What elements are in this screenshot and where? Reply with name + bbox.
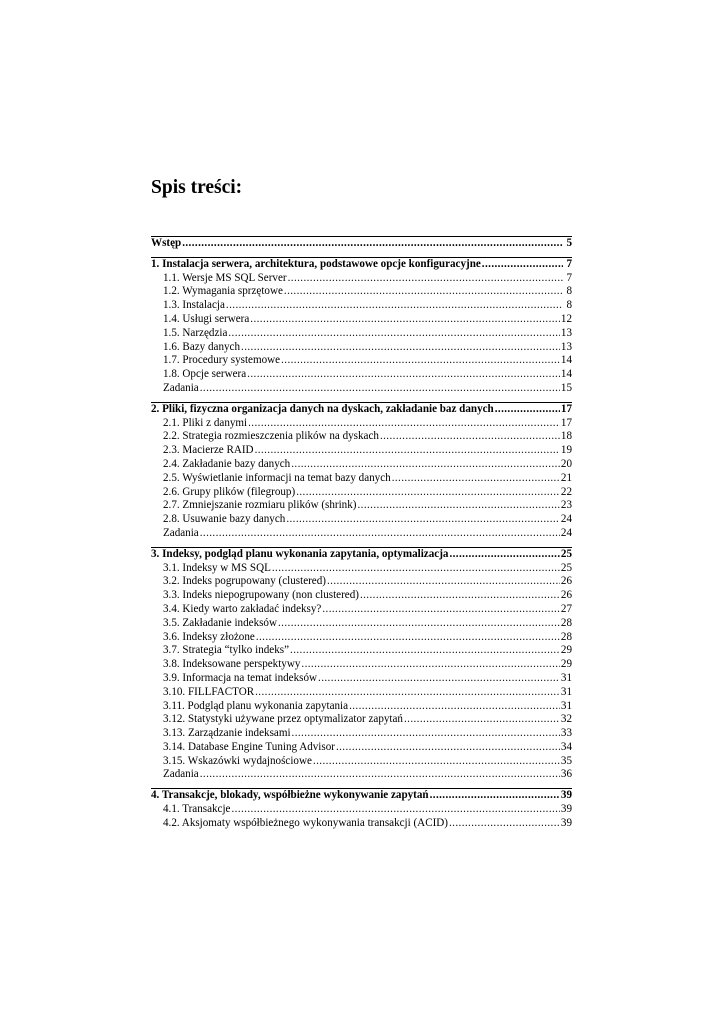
toc-page-number: 24 bbox=[560, 526, 572, 539]
toc-entry-title: 2.6. Grupy plików (filegroup) bbox=[163, 485, 296, 498]
toc-page-number: 7 bbox=[566, 257, 572, 270]
toc-subsection-entry bbox=[151, 382, 572, 396]
toc-subsection-entry bbox=[151, 817, 572, 831]
toc-entry-title: 2.1. Pliki z danymi bbox=[163, 416, 248, 429]
toc-subsection-entry bbox=[151, 603, 572, 617]
toc-entry-title: 1.2. Wymagania sprzętowe bbox=[163, 285, 283, 298]
toc-chapter-entry bbox=[151, 403, 572, 417]
toc-entry-title: 3.14. Database Engine Tuning Advisor bbox=[163, 740, 335, 753]
toc-subsection-entry bbox=[151, 299, 572, 313]
toc-entry-title: 3.15. Wskazówki wydajnościowe bbox=[163, 754, 312, 767]
toc-section bbox=[151, 236, 572, 251]
toc-page-number: 5 bbox=[566, 237, 572, 249]
toc-entry-title: Zadania bbox=[163, 381, 199, 394]
table-of-contents bbox=[151, 236, 572, 831]
toc-subsection-entry bbox=[151, 430, 572, 444]
toc-leader-dots bbox=[301, 658, 560, 672]
toc-leader-dots bbox=[248, 417, 560, 431]
toc-entry-title: 3.5. Zakładanie indeksów bbox=[163, 616, 277, 629]
toc-page-number: 33 bbox=[560, 727, 572, 740]
toc-entry-title: 2.8. Usuwanie bazy danych bbox=[163, 513, 286, 526]
toc-page-number: 25 bbox=[560, 561, 572, 574]
toc-chapter-entry bbox=[151, 548, 572, 562]
toc-leader-dots bbox=[404, 713, 560, 727]
toc-page-number: 14 bbox=[560, 354, 572, 367]
toc-entry-title: 2.4. Zakładanie bazy danych bbox=[163, 457, 291, 470]
toc-subsection-entry bbox=[151, 700, 572, 714]
toc-entry-title: 3.10. FILLFACTOR bbox=[163, 685, 255, 698]
toc-leader-dots bbox=[360, 589, 560, 603]
toc-subsection-entry bbox=[151, 713, 572, 727]
toc-entry-title: 2.3. Macierze RAID bbox=[163, 444, 254, 457]
toc-leader-dots bbox=[247, 368, 560, 382]
toc-subsection-entry bbox=[151, 499, 572, 513]
toc-entry-title: 4.2. Aksjomaty współbieżnego wykonywania transakcji (ACID) bbox=[163, 816, 448, 829]
toc-page-number: 34 bbox=[560, 740, 572, 753]
toc-page-number: 32 bbox=[560, 713, 572, 726]
toc-page-number: 28 bbox=[560, 616, 572, 629]
toc-leader-dots bbox=[226, 299, 563, 313]
toc-entry-title: 1.8. Opcje serwera bbox=[163, 368, 247, 381]
toc-entry-title: 4. Transakcje, blokady, współbieżne wykonywanie zapytań bbox=[151, 789, 429, 802]
toc-subsection-entry bbox=[151, 417, 572, 431]
toc-subsection-entry bbox=[151, 313, 572, 327]
toc-subsection-entry bbox=[151, 354, 572, 368]
toc-leader-dots bbox=[482, 258, 563, 272]
toc-subsection-entry bbox=[151, 341, 572, 355]
toc-page-number: 17 bbox=[560, 402, 572, 415]
toc-entry-title: 3.6. Indeksy złożone bbox=[163, 630, 255, 643]
toc-subsection-entry bbox=[151, 727, 572, 741]
toc-subsection-entry bbox=[151, 327, 572, 341]
toc-page-number: 13 bbox=[560, 340, 572, 353]
toc-page-number: 8 bbox=[566, 285, 572, 298]
toc-leader-dots bbox=[284, 285, 563, 299]
toc-section bbox=[151, 257, 572, 396]
toc-subsection-entry bbox=[151, 589, 572, 603]
toc-entry-title: Zadania bbox=[163, 526, 199, 539]
toc-page-number: 28 bbox=[560, 630, 572, 643]
toc-chapter-entry bbox=[151, 789, 572, 803]
toc-leader-dots bbox=[288, 272, 563, 286]
toc-page-number: 26 bbox=[560, 589, 572, 602]
toc-leader-dots bbox=[200, 527, 560, 541]
toc-title: Spis treści: bbox=[151, 177, 243, 198]
toc-leader-dots bbox=[357, 499, 559, 513]
toc-leader-dots bbox=[278, 617, 560, 631]
toc-leader-dots bbox=[255, 686, 560, 700]
toc-subsection-entry bbox=[151, 644, 572, 658]
toc-subsection-entry bbox=[151, 513, 572, 527]
toc-subsection-entry bbox=[151, 285, 572, 299]
toc-page-number: 39 bbox=[560, 789, 572, 802]
toc-page-number: 21 bbox=[560, 471, 572, 484]
toc-leader-dots bbox=[318, 672, 560, 686]
toc-page-number: 36 bbox=[560, 768, 572, 781]
toc-entry-title: 3.2. Indeks pogrupowany (clustered) bbox=[163, 575, 326, 588]
toc-leader-dots bbox=[392, 472, 560, 486]
toc-entry-title: 1.4. Usługi serwera bbox=[163, 312, 250, 325]
toc-page-number: 24 bbox=[560, 513, 572, 526]
toc-leader-dots bbox=[495, 403, 560, 417]
toc-leader-dots bbox=[430, 789, 560, 803]
toc-page-number: 29 bbox=[560, 644, 572, 657]
toc-leader-dots bbox=[296, 486, 560, 500]
toc-entry-title: 3.12. Statystyki używane przez optymalizator zapytań bbox=[163, 713, 403, 726]
toc-subsection-entry bbox=[151, 472, 572, 486]
toc-leader-dots bbox=[449, 817, 560, 831]
toc-leader-dots bbox=[281, 354, 560, 368]
toc-subsection-entry bbox=[151, 768, 572, 782]
toc-subsection-entry bbox=[151, 631, 572, 645]
toc-page-number: 26 bbox=[560, 575, 572, 588]
toc-entry-title: 3.3. Indeks niepogrupowany (non clustered) bbox=[163, 589, 359, 602]
toc-leader-dots bbox=[322, 603, 560, 617]
toc-subsection-entry bbox=[151, 803, 572, 817]
toc-page-number: 8 bbox=[566, 299, 572, 312]
toc-entry-title: 1. Instalacja serwera, architektura, podstawowe opcje konfiguracyjne bbox=[151, 257, 481, 270]
toc-entry-title: 4.1. Transakcje bbox=[163, 803, 231, 816]
toc-subsection-entry bbox=[151, 686, 572, 700]
toc-subsection-entry bbox=[151, 562, 572, 576]
toc-leader-dots bbox=[336, 741, 560, 755]
toc-page-number: 31 bbox=[560, 671, 572, 684]
toc-leader-dots bbox=[313, 755, 560, 769]
toc-page-number: 22 bbox=[560, 485, 572, 498]
toc-entry-title: 2.2. Strategia rozmieszczenia plików na dyskach bbox=[163, 430, 379, 443]
toc-leader-dots bbox=[286, 513, 560, 527]
toc-leader-dots bbox=[290, 644, 560, 658]
toc-page-number: 20 bbox=[560, 457, 572, 470]
toc-entry-title: 3.1. Indeksy w MS SQL bbox=[163, 561, 271, 574]
toc-entry-title: 3.13. Zarządzanie indeksami bbox=[163, 727, 291, 740]
toc-subsection-entry bbox=[151, 458, 572, 472]
toc-entry-title: 1.1. Wersje MS SQL Server bbox=[163, 271, 287, 284]
toc-leader-dots bbox=[449, 548, 559, 562]
toc-leader-dots bbox=[182, 237, 563, 251]
toc-leader-dots bbox=[380, 430, 560, 444]
toc-leader-dots bbox=[327, 575, 560, 589]
toc-page-number: 7 bbox=[566, 271, 572, 284]
toc-leader-dots bbox=[255, 444, 560, 458]
toc-entry-title: 2.7. Zmniejszanie rozmiaru plików (shrink) bbox=[163, 499, 357, 512]
toc-chapter-entry bbox=[151, 237, 572, 251]
toc-page-number: 29 bbox=[560, 658, 572, 671]
toc-leader-dots bbox=[256, 631, 560, 645]
toc-subsection-entry bbox=[151, 368, 572, 382]
toc-page-number: 39 bbox=[560, 816, 572, 829]
toc-entry-title: 1.5. Narzędzia bbox=[163, 326, 228, 339]
toc-section bbox=[151, 402, 572, 541]
toc-subsection-entry bbox=[151, 741, 572, 755]
toc-subsection-entry bbox=[151, 575, 572, 589]
toc-leader-dots bbox=[291, 458, 560, 472]
toc-entry-title: 3.8. Indeksowane perspektywy bbox=[163, 658, 301, 671]
toc-entry-title: 3.4. Kiedy warto zakładać indeksy? bbox=[163, 602, 322, 615]
toc-subsection-entry bbox=[151, 272, 572, 286]
toc-page-number: 13 bbox=[560, 326, 572, 339]
toc-entry-title: 3. Indeksy, podgląd planu wykonania zapytania, optymalizacja bbox=[151, 547, 449, 560]
toc-page-number: 19 bbox=[560, 444, 572, 457]
toc-page-number: 23 bbox=[560, 499, 572, 512]
toc-entry-title: 2. Pliki, fizyczna organizacja danych na dyskach, zakładanie baz danych bbox=[151, 402, 494, 415]
toc-leader-dots bbox=[250, 313, 560, 327]
toc-leader-dots bbox=[231, 803, 559, 817]
toc-section bbox=[151, 788, 572, 830]
toc-page-number: 25 bbox=[560, 547, 572, 560]
toc-entry-title: 2.5. Wyświetlanie informacji na temat bazy danych bbox=[163, 471, 391, 484]
toc-page-number: 17 bbox=[560, 416, 572, 429]
toc-entry-title: 3.7. Strategia “tylko indeks” bbox=[163, 644, 290, 657]
toc-subsection-entry bbox=[151, 658, 572, 672]
toc-entry-title: 1.3. Instalacja bbox=[163, 299, 225, 312]
toc-page-number: 15 bbox=[560, 381, 572, 394]
toc-entry-title: 1.6. Bazy danych bbox=[163, 340, 241, 353]
toc-subsection-entry bbox=[151, 486, 572, 500]
toc-leader-dots bbox=[228, 327, 560, 341]
toc-leader-dots bbox=[200, 768, 560, 782]
toc-subsection-entry bbox=[151, 672, 572, 686]
toc-leader-dots bbox=[200, 382, 560, 396]
toc-subsection-entry bbox=[151, 617, 572, 631]
toc-page-number: 27 bbox=[560, 602, 572, 615]
toc-entry-title: 3.11. Podgląd planu wykonania zapytania bbox=[163, 699, 349, 712]
toc-chapter-entry bbox=[151, 258, 572, 272]
toc-section bbox=[151, 547, 572, 783]
toc-page-number: 18 bbox=[560, 430, 572, 443]
toc-leader-dots bbox=[292, 727, 560, 741]
toc-subsection-entry bbox=[151, 444, 572, 458]
toc-entry-title: 1.7. Procedury systemowe bbox=[163, 354, 281, 367]
toc-page-number: 12 bbox=[560, 312, 572, 325]
toc-leader-dots bbox=[349, 700, 560, 714]
toc-page-number: 14 bbox=[560, 368, 572, 381]
toc-leader-dots bbox=[241, 341, 560, 355]
toc-entry-title: Zadania bbox=[163, 768, 199, 781]
toc-subsection-entry bbox=[151, 527, 572, 541]
toc-entry-title: Wstęp bbox=[151, 237, 182, 249]
toc-page-number: 31 bbox=[560, 699, 572, 712]
toc-page-number: 35 bbox=[560, 754, 572, 767]
toc-leader-dots bbox=[272, 562, 560, 576]
toc-subsection-entry bbox=[151, 755, 572, 769]
toc-page-number: 31 bbox=[560, 685, 572, 698]
toc-page-number: 39 bbox=[560, 803, 572, 816]
toc-entry-title: 3.9. Informacja na temat indeksów bbox=[163, 671, 318, 684]
